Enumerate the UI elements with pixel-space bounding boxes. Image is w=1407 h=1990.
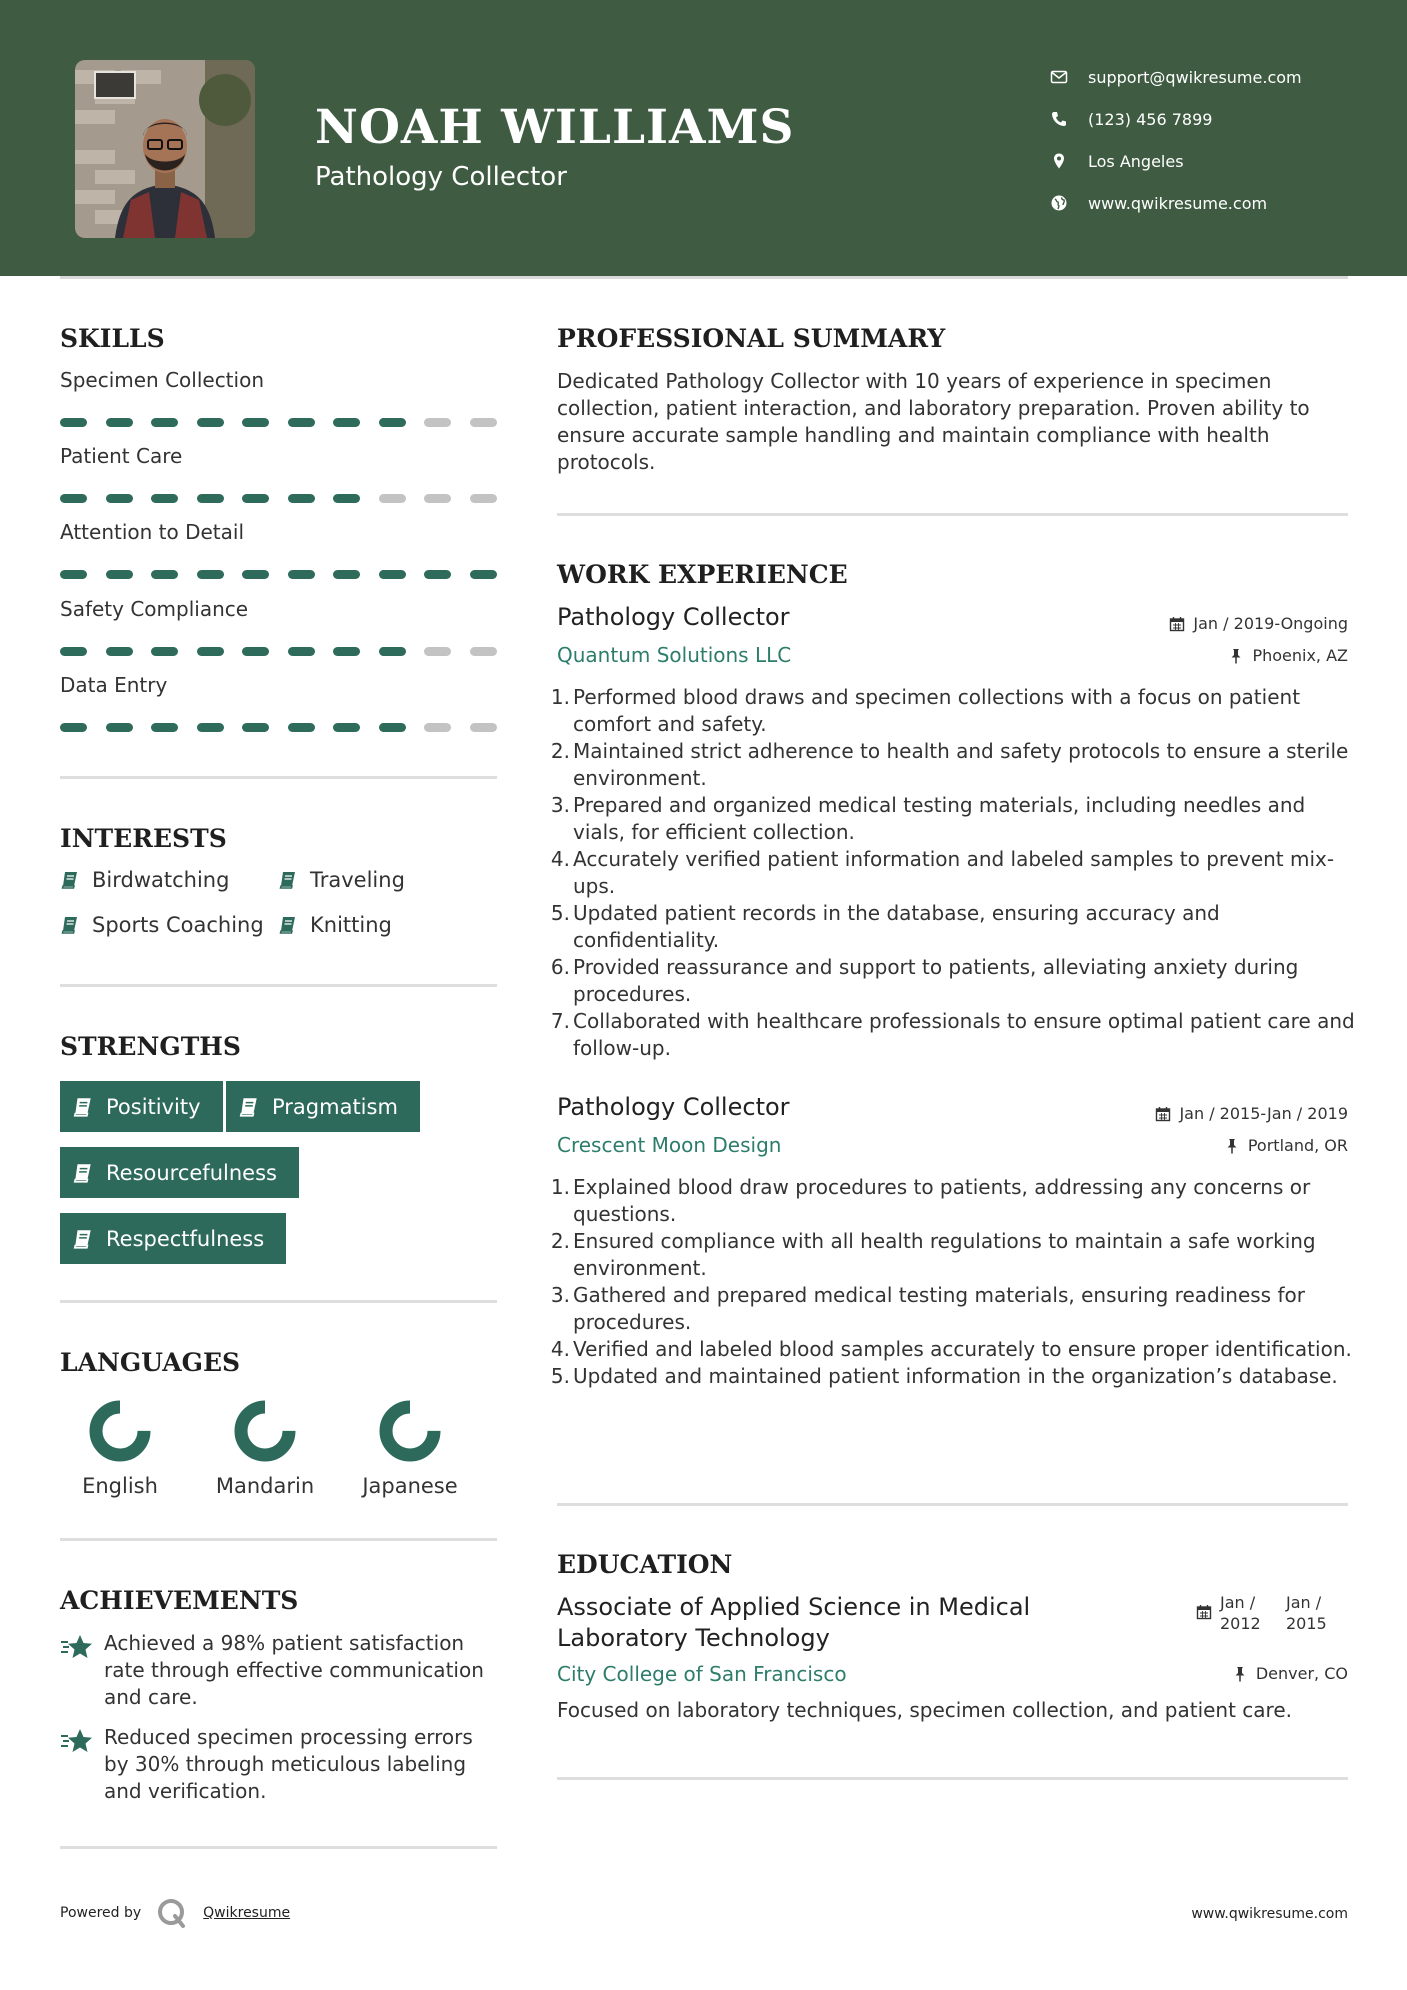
interest-label: Knitting [310, 913, 392, 937]
language-item [195, 1396, 335, 1498]
duty-item [550, 1228, 1357, 1282]
interest-label: Birdwatching [92, 868, 230, 892]
duty-number: 5. [550, 1364, 570, 1388]
section-divider [60, 1300, 497, 1303]
duty-item [550, 1336, 1357, 1363]
skill-dash-empty [424, 723, 451, 732]
duty-number: 2. [550, 1229, 570, 1253]
duty-text: Updated and maintained patient information in the organization’s database. [573, 1364, 1338, 1388]
skill-bar [60, 723, 497, 732]
skill-bar [60, 647, 497, 656]
section-divider [60, 1846, 497, 1849]
book-icon [60, 915, 80, 935]
job-title: Pathology Collector [557, 1093, 790, 1121]
contact-location-text: Los Angeles [1088, 151, 1184, 171]
skill-dash-filled [242, 647, 269, 656]
contact-email-text: support@qwikresume.com [1088, 67, 1302, 87]
skill-label: Patient Care [60, 444, 183, 468]
education-dates [1196, 1592, 1352, 1634]
skill-dash-filled [151, 418, 178, 427]
profile-photo [75, 60, 255, 238]
envelope-icon [1050, 68, 1068, 86]
duty-item [550, 792, 1357, 846]
book-icon [60, 870, 80, 890]
duty-number: 1. [550, 685, 570, 709]
footer-website[interactable]: www.qwikresume.com [1191, 1906, 1348, 1922]
resume-header [0, 0, 1407, 276]
contact-phone[interactable] [1050, 98, 1302, 140]
skill-dash-empty [470, 647, 497, 656]
education-location [1232, 1664, 1348, 1683]
skill-dash-filled [379, 647, 406, 656]
skill-dash-empty [424, 647, 451, 656]
skill-dash-filled [60, 647, 87, 656]
achievement-item [60, 1724, 500, 1805]
skill-dash-filled [197, 570, 224, 579]
skill-dash-filled [333, 494, 360, 503]
duty-item [550, 684, 1357, 738]
duty-text: Prepared and organized medical testing materials, including needles and vials, for efficient collection. [573, 793, 1306, 844]
skill-dash-empty [470, 494, 497, 503]
duty-item [550, 1363, 1357, 1390]
job-location-text: Phoenix, AZ [1252, 646, 1348, 665]
skill-dash-filled [379, 570, 406, 579]
qwikresume-link[interactable]: Qwikresume [203, 1905, 291, 1921]
book-icon [278, 915, 298, 935]
skill-dash-filled [333, 418, 360, 427]
skill-dash-filled [151, 570, 178, 579]
summary-heading: PROFESSIONAL SUMMARY [557, 324, 946, 353]
experience-heading: WORK EXPERIENCE [557, 560, 848, 589]
strength-badge [60, 1081, 223, 1132]
language-item [340, 1396, 480, 1498]
skill-dash-filled [106, 494, 133, 503]
interest-label: Sports Coaching [92, 913, 264, 937]
language-progress-ring [375, 1396, 445, 1466]
strength-label: Positivity [106, 1094, 201, 1119]
contact-email[interactable] [1050, 56, 1302, 98]
skill-dash-filled [288, 723, 315, 732]
education-heading: EDUCATION [557, 1550, 733, 1579]
skill-dash-filled [60, 723, 87, 732]
skill-dash-filled [106, 570, 133, 579]
skill-dash-filled [60, 418, 87, 427]
book-icon [72, 1228, 94, 1250]
achievement-text: Achieved a 98% patient satisfaction rate through effective communication and care. [104, 1631, 484, 1709]
interest-item [278, 868, 405, 892]
skill-dash-filled [470, 570, 497, 579]
skill-dash-filled [288, 494, 315, 503]
job-dates [1155, 1104, 1348, 1123]
duty-text: Updated patient records in the database, ensuring accuracy and confidentiality. [573, 901, 1220, 952]
duty-text: Provided reassurance and support to patients, alleviating anxiety during procedures. [573, 955, 1299, 1006]
star-icon [60, 1726, 94, 1756]
skill-dash-filled [242, 723, 269, 732]
skill-dash-empty [424, 494, 451, 503]
section-divider [60, 984, 497, 987]
duty-number: 3. [550, 793, 570, 817]
skill-dash-filled [151, 647, 178, 656]
duty-item [550, 900, 1357, 954]
duty-number: 2. [550, 739, 570, 763]
achievement-item [60, 1630, 500, 1711]
language-label: Mandarin [215, 1474, 315, 1498]
strength-label: Resourcefulness [106, 1160, 277, 1185]
duty-text: Gathered and prepared medical testing materials, ensuring readiness for procedures. [573, 1283, 1305, 1334]
job-dates-text: Jan / 2015-Jan / 2019 [1179, 1104, 1348, 1123]
strength-label: Respectfulness [106, 1226, 265, 1251]
duty-text: Explained blood draw procedures to patients, addressing any concerns or questions. [573, 1175, 1311, 1226]
duty-text: Collaborated with healthcare professionals to ensure optimal patient care and follow-up. [573, 1009, 1355, 1060]
strength-badge [60, 1147, 299, 1198]
job-dates-text: Jan / 2019-Ongoing [1193, 614, 1348, 633]
globe-icon [1050, 194, 1068, 212]
duty-number: 3. [550, 1283, 570, 1307]
skill-label: Data Entry [60, 673, 168, 697]
section-divider [557, 513, 1348, 516]
contact-website[interactable] [1050, 182, 1302, 224]
language-label: Japanese [362, 1474, 458, 1498]
duty-item [550, 846, 1357, 900]
star-icon [60, 1632, 94, 1662]
interest-item [60, 868, 229, 892]
skill-dash-filled [60, 570, 87, 579]
skill-dash-filled [242, 418, 269, 427]
skill-label: Safety Compliance [60, 597, 249, 621]
qwikresume-logo-icon [155, 1896, 189, 1930]
languages-heading: LANGUAGES [60, 1348, 241, 1377]
strength-label: Pragmatism [272, 1094, 398, 1119]
strengths-heading: STRENGTHS [60, 1032, 241, 1061]
book-icon [238, 1096, 260, 1118]
interest-label: Traveling [310, 868, 405, 892]
job-title: Pathology Collector [557, 603, 790, 631]
pushpin-icon [1228, 648, 1244, 664]
section-divider [557, 1503, 1348, 1506]
section-divider [557, 1777, 1348, 1780]
contact-website-text: www.qwikresume.com [1088, 193, 1268, 213]
section-divider [60, 776, 497, 779]
skill-bar [60, 570, 497, 579]
candidate-title: Pathology Collector [315, 162, 567, 192]
skill-label: Specimen Collection [60, 368, 264, 392]
duty-item [550, 1282, 1357, 1336]
job-duties [550, 1174, 1357, 1390]
skill-dash-filled [379, 723, 406, 732]
duty-text: Verified and labeled blood samples accurately to ensure proper identification. [573, 1337, 1352, 1361]
skill-dash-filled [288, 570, 315, 579]
language-item [50, 1396, 190, 1498]
map-pin-icon [1050, 152, 1068, 170]
duty-number: 4. [550, 847, 570, 871]
skill-bar [60, 418, 497, 427]
language-label: English [82, 1474, 158, 1498]
strength-badge [60, 1213, 286, 1264]
summary-text: Dedicated Pathology Collector with 10 years of experience in specimen collection, patient interaction, and laboratory preparation. Proven ability to ensure accurate sample handling and maintain compliance with health protocols. [557, 369, 1310, 474]
skill-dash-empty [379, 494, 406, 503]
duty-item [550, 1008, 1357, 1062]
book-icon [72, 1162, 94, 1184]
skill-dash-filled [151, 494, 178, 503]
contact-location [1050, 140, 1302, 182]
duty-text: Performed blood draws and specimen collections with a focus on patient comfort and safety. [573, 685, 1301, 736]
duty-item [550, 1174, 1357, 1228]
skills-heading: SKILLS [60, 324, 165, 353]
skill-dash-filled [106, 418, 133, 427]
school-name: City College of San Francisco [557, 1662, 847, 1686]
job-duties [550, 684, 1357, 1062]
education-start: Jan / 2012 [1220, 1593, 1261, 1633]
section-divider [60, 1538, 497, 1541]
skill-dash-filled [288, 418, 315, 427]
duty-number: 1. [550, 1175, 570, 1199]
header-rule [60, 276, 1348, 279]
calendar-icon [1169, 616, 1185, 632]
job-location-text: Portland, OR [1247, 1136, 1348, 1155]
interest-item [60, 913, 264, 937]
company-name: Quantum Solutions LLC [557, 643, 792, 667]
duty-number: 4. [550, 1337, 570, 1361]
duty-text: Accurately verified patient information and labeled samples to prevent mix-ups. [573, 847, 1335, 898]
skill-label: Attention to Detail [60, 520, 245, 544]
contact-phone-text: (123) 456 7899 [1088, 109, 1213, 129]
job-dates [1169, 614, 1348, 633]
calendar-icon [1155, 1106, 1171, 1122]
book-icon [278, 870, 298, 890]
skill-dash-filled [197, 418, 224, 427]
skill-dash-filled [242, 494, 269, 503]
education-description: Focused on laboratory techniques, specimen collection, and patient care. [557, 1698, 1292, 1722]
phone-icon [1050, 110, 1068, 128]
degree-name: Associate of Applied Science in Medical Laboratory Technology [557, 1593, 1031, 1652]
interest-item [278, 913, 392, 937]
candidate-name: NOAH WILLIAMS [315, 100, 795, 155]
duty-number: 6. [550, 955, 570, 979]
skill-dash-filled [424, 570, 451, 579]
strength-badge [226, 1081, 420, 1132]
skill-dash-filled [197, 647, 224, 656]
duty-item [550, 738, 1357, 792]
language-progress-ring [85, 1396, 155, 1466]
company-name: Crescent Moon Design [557, 1133, 782, 1157]
job-location [1228, 646, 1348, 665]
education-location-text: Denver, CO [1255, 1664, 1348, 1683]
achievement-text: Reduced specimen processing errors by 30% through meticulous labeling and verification. [104, 1725, 473, 1803]
pushpin-icon [1232, 1666, 1248, 1682]
skill-dash-filled [333, 570, 360, 579]
calendar-icon [1196, 1604, 1212, 1620]
skill-dash-filled [333, 647, 360, 656]
interests-heading: INTERESTS [60, 824, 227, 853]
job-location [1224, 1136, 1348, 1155]
contact-list [1050, 56, 1302, 224]
skill-dash-filled [379, 418, 406, 427]
duty-text: Ensured compliance with all health regulations to maintain a safe working environment. [573, 1229, 1316, 1280]
skill-dash-filled [197, 494, 224, 503]
skill-dash-filled [197, 723, 224, 732]
duty-number: 7. [550, 1009, 570, 1033]
skill-dash-filled [151, 723, 178, 732]
duty-text: Maintained strict adherence to health and safety protocols to ensure a sterile environment. [573, 739, 1349, 790]
duty-number: 5. [550, 901, 570, 925]
skill-dash-empty [424, 418, 451, 427]
skill-dash-filled [106, 647, 133, 656]
skill-dash-empty [470, 723, 497, 732]
duty-item [550, 954, 1357, 1008]
achievements-heading: ACHIEVEMENTS [60, 1586, 299, 1615]
skill-dash-filled [60, 494, 87, 503]
skill-dash-filled [288, 647, 315, 656]
skill-dash-filled [333, 723, 360, 732]
language-progress-ring [230, 1396, 300, 1466]
book-icon [72, 1096, 94, 1118]
powered-by-label: Powered by [60, 1905, 142, 1921]
skill-dash-filled [106, 723, 133, 732]
skill-dash-filled [242, 570, 269, 579]
skill-bar [60, 494, 497, 503]
education-end: Jan / 2015 [1286, 1593, 1327, 1633]
footer-powered-by [60, 1896, 290, 1930]
skill-dash-empty [470, 418, 497, 427]
pushpin-icon [1224, 1138, 1240, 1154]
